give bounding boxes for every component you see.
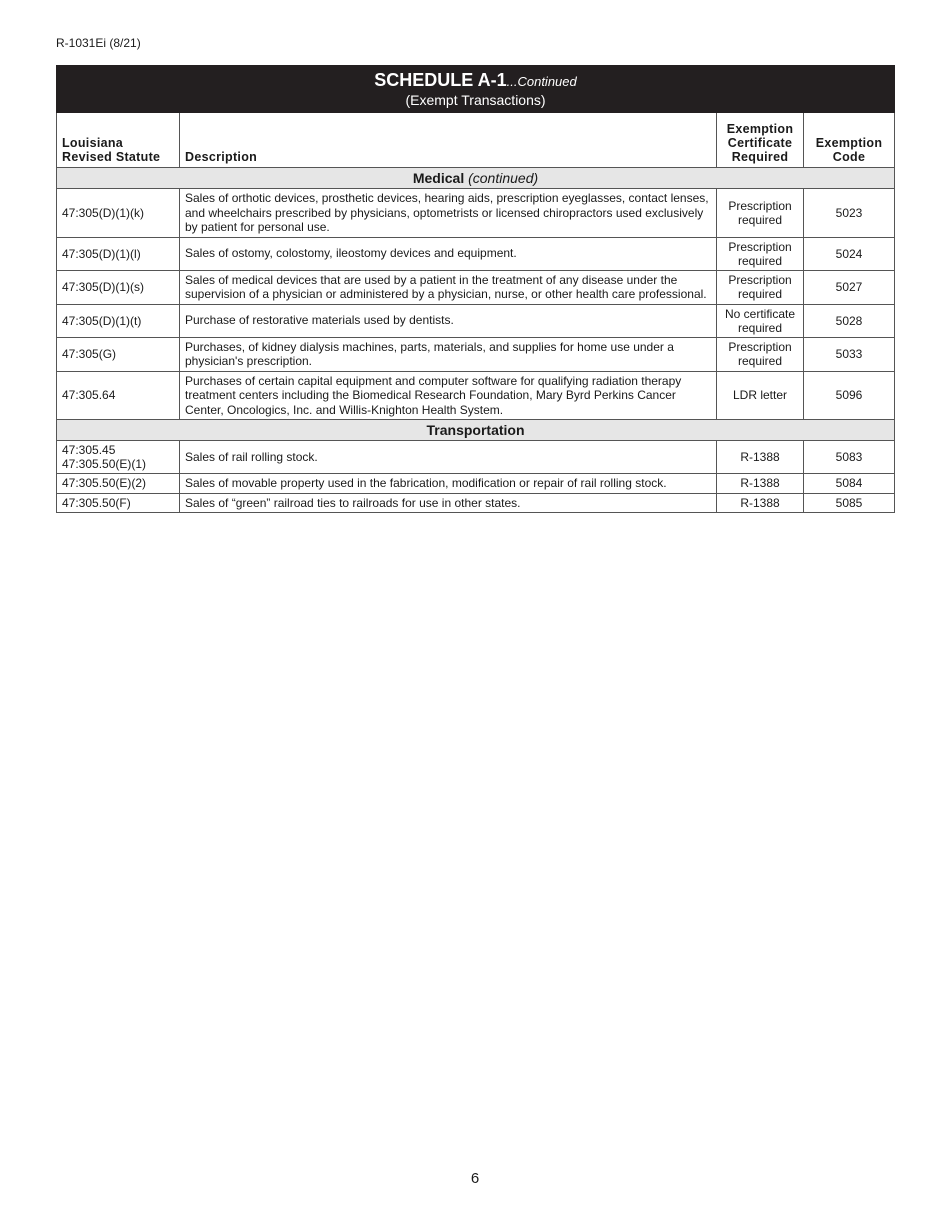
section-suffix-medical: (continued)	[468, 170, 539, 186]
section-label-transportation: Transportation	[426, 422, 525, 438]
exemption-code-cell: 5028	[804, 304, 895, 337]
exemption-code-cell: 5085	[804, 493, 895, 513]
certificate-line2: required	[737, 354, 783, 368]
exemption-code-cell: 5027	[804, 270, 895, 304]
exemption-code-cell: 5096	[804, 371, 895, 420]
statute-cell: 47:305.64	[57, 371, 180, 420]
col-header-cert-line2: Certificate	[727, 136, 793, 150]
col-header-code	[804, 113, 895, 168]
section-row-transportation	[57, 420, 895, 441]
col-header-code-line2: Code	[832, 150, 866, 164]
exemption-code-cell: 5024	[804, 237, 895, 270]
col-header-statute	[57, 113, 180, 168]
certificate-cell: R-1388	[717, 441, 804, 474]
certificate-cell	[717, 237, 804, 270]
schedule-title	[57, 66, 895, 113]
section-heading-transportation	[57, 420, 895, 441]
statute-cell: 47:305(D)(1)(t)	[57, 304, 180, 337]
page-number: 6	[470, 1170, 480, 1187]
certificate-cell	[717, 304, 804, 337]
section-label-medical: Medical	[412, 170, 465, 186]
col-header-cert-line1: Exemption	[726, 122, 794, 136]
description-cell: Purchase of restorative materials used by dentists.	[180, 304, 717, 337]
col-header-statute-line1: Louisiana	[62, 136, 124, 150]
table-row	[57, 493, 895, 513]
col-header-cert-line3: Required	[731, 150, 789, 164]
certificate-line2: required	[737, 320, 783, 335]
col-header-description: Description	[180, 113, 717, 168]
exemption-code-cell: 5033	[804, 337, 895, 371]
schedule-table	[56, 65, 895, 513]
certificate-line1: Prescription	[728, 198, 792, 213]
schedule-title-main: SCHEDULE A-1	[374, 70, 507, 90]
section-row-medical	[57, 168, 895, 189]
statute-cell: 47:305(D)(1)(s)	[57, 270, 180, 304]
certificate-line1: Prescription	[728, 273, 792, 287]
form-id: R-1031Ei (8/21)	[56, 36, 141, 50]
table-row	[57, 189, 895, 238]
statute-cell: 47:305(G)	[57, 337, 180, 371]
description-cell: Sales of medical devices that are used by a patient in the treatment of any disease under the supervision of a physician or administered by a physician, nurse, or other health care professional.	[180, 270, 717, 304]
statute-line2: 47:305.50(E)(1)	[62, 457, 147, 471]
certificate-cell: R-1388	[717, 474, 804, 494]
description-cell: Sales of movable property used in the fabrication, modification or repair of rail rolling stock.	[180, 474, 717, 494]
description-cell: Purchases of certain capital equipment and computer software for qualifying radiation therapy treatment centers including the Biomedical Research Foundation, Mary Byrd Perkins Cancer Center, Oncologics, Inc. and Willis-Knighton Health System.	[180, 371, 717, 420]
table-row	[57, 474, 895, 494]
description-cell: Purchases, of kidney dialysis machines, parts, materials, and supplies for home use under a physician's prescription.	[180, 337, 717, 371]
statute-cell: 47:305.50(E)(2)	[57, 474, 180, 494]
table-row	[57, 441, 895, 474]
schedule-title-continued: ...Continued	[506, 74, 577, 89]
statute-cell	[57, 441, 180, 474]
certificate-cell	[717, 189, 804, 238]
table-row	[57, 371, 895, 420]
table-row	[57, 304, 895, 337]
certificate-line1: No certificate	[724, 306, 796, 321]
section-heading-medical	[57, 168, 895, 189]
description-cell: Sales of “green” railroad ties to railroads for use in other states.	[180, 493, 717, 513]
statute-cell: 47:305(D)(1)(k)	[57, 189, 180, 238]
certificate-line2: required	[737, 287, 783, 301]
certificate-line2: required	[737, 212, 783, 227]
table-row	[57, 237, 895, 270]
table-row	[57, 270, 895, 304]
col-header-certificate	[717, 113, 804, 168]
statute-cell: 47:305.50(F)	[57, 493, 180, 513]
statute-line1: 47:305.45	[62, 443, 116, 457]
certificate-cell	[717, 337, 804, 371]
certificate-cell: LDR letter	[717, 371, 804, 420]
description-cell: Sales of rail rolling stock.	[180, 441, 717, 474]
schedule-subtitle: (Exempt Transactions)	[405, 92, 546, 108]
statute-cell: 47:305(D)(1)(l)	[57, 237, 180, 270]
col-header-code-line1: Exemption	[815, 136, 883, 150]
certificate-line1: Prescription	[728, 340, 792, 354]
exemption-code-cell: 5084	[804, 474, 895, 494]
certificate-cell	[717, 270, 804, 304]
schedule-title-row	[57, 66, 895, 113]
exemption-code-cell: 5083	[804, 441, 895, 474]
table-row	[57, 337, 895, 371]
description-cell: Sales of orthotic devices, prosthetic devices, hearing aids, prescription eyeglasses, contact lenses, and wheelchairs prescribed by physicians, optometrists or licensed chiropractors used exclusively by patient for personal use.	[180, 189, 717, 238]
col-header-statute-line2: Revised Statute	[62, 150, 161, 164]
description-cell: Sales of ostomy, colostomy, ileostomy devices and equipment.	[180, 237, 717, 270]
certificate-line2: required	[737, 253, 783, 268]
exemption-code-cell: 5023	[804, 189, 895, 238]
column-header-row	[57, 113, 895, 168]
certificate-cell: R-1388	[717, 493, 804, 513]
certificate-line1: Prescription	[728, 239, 792, 254]
